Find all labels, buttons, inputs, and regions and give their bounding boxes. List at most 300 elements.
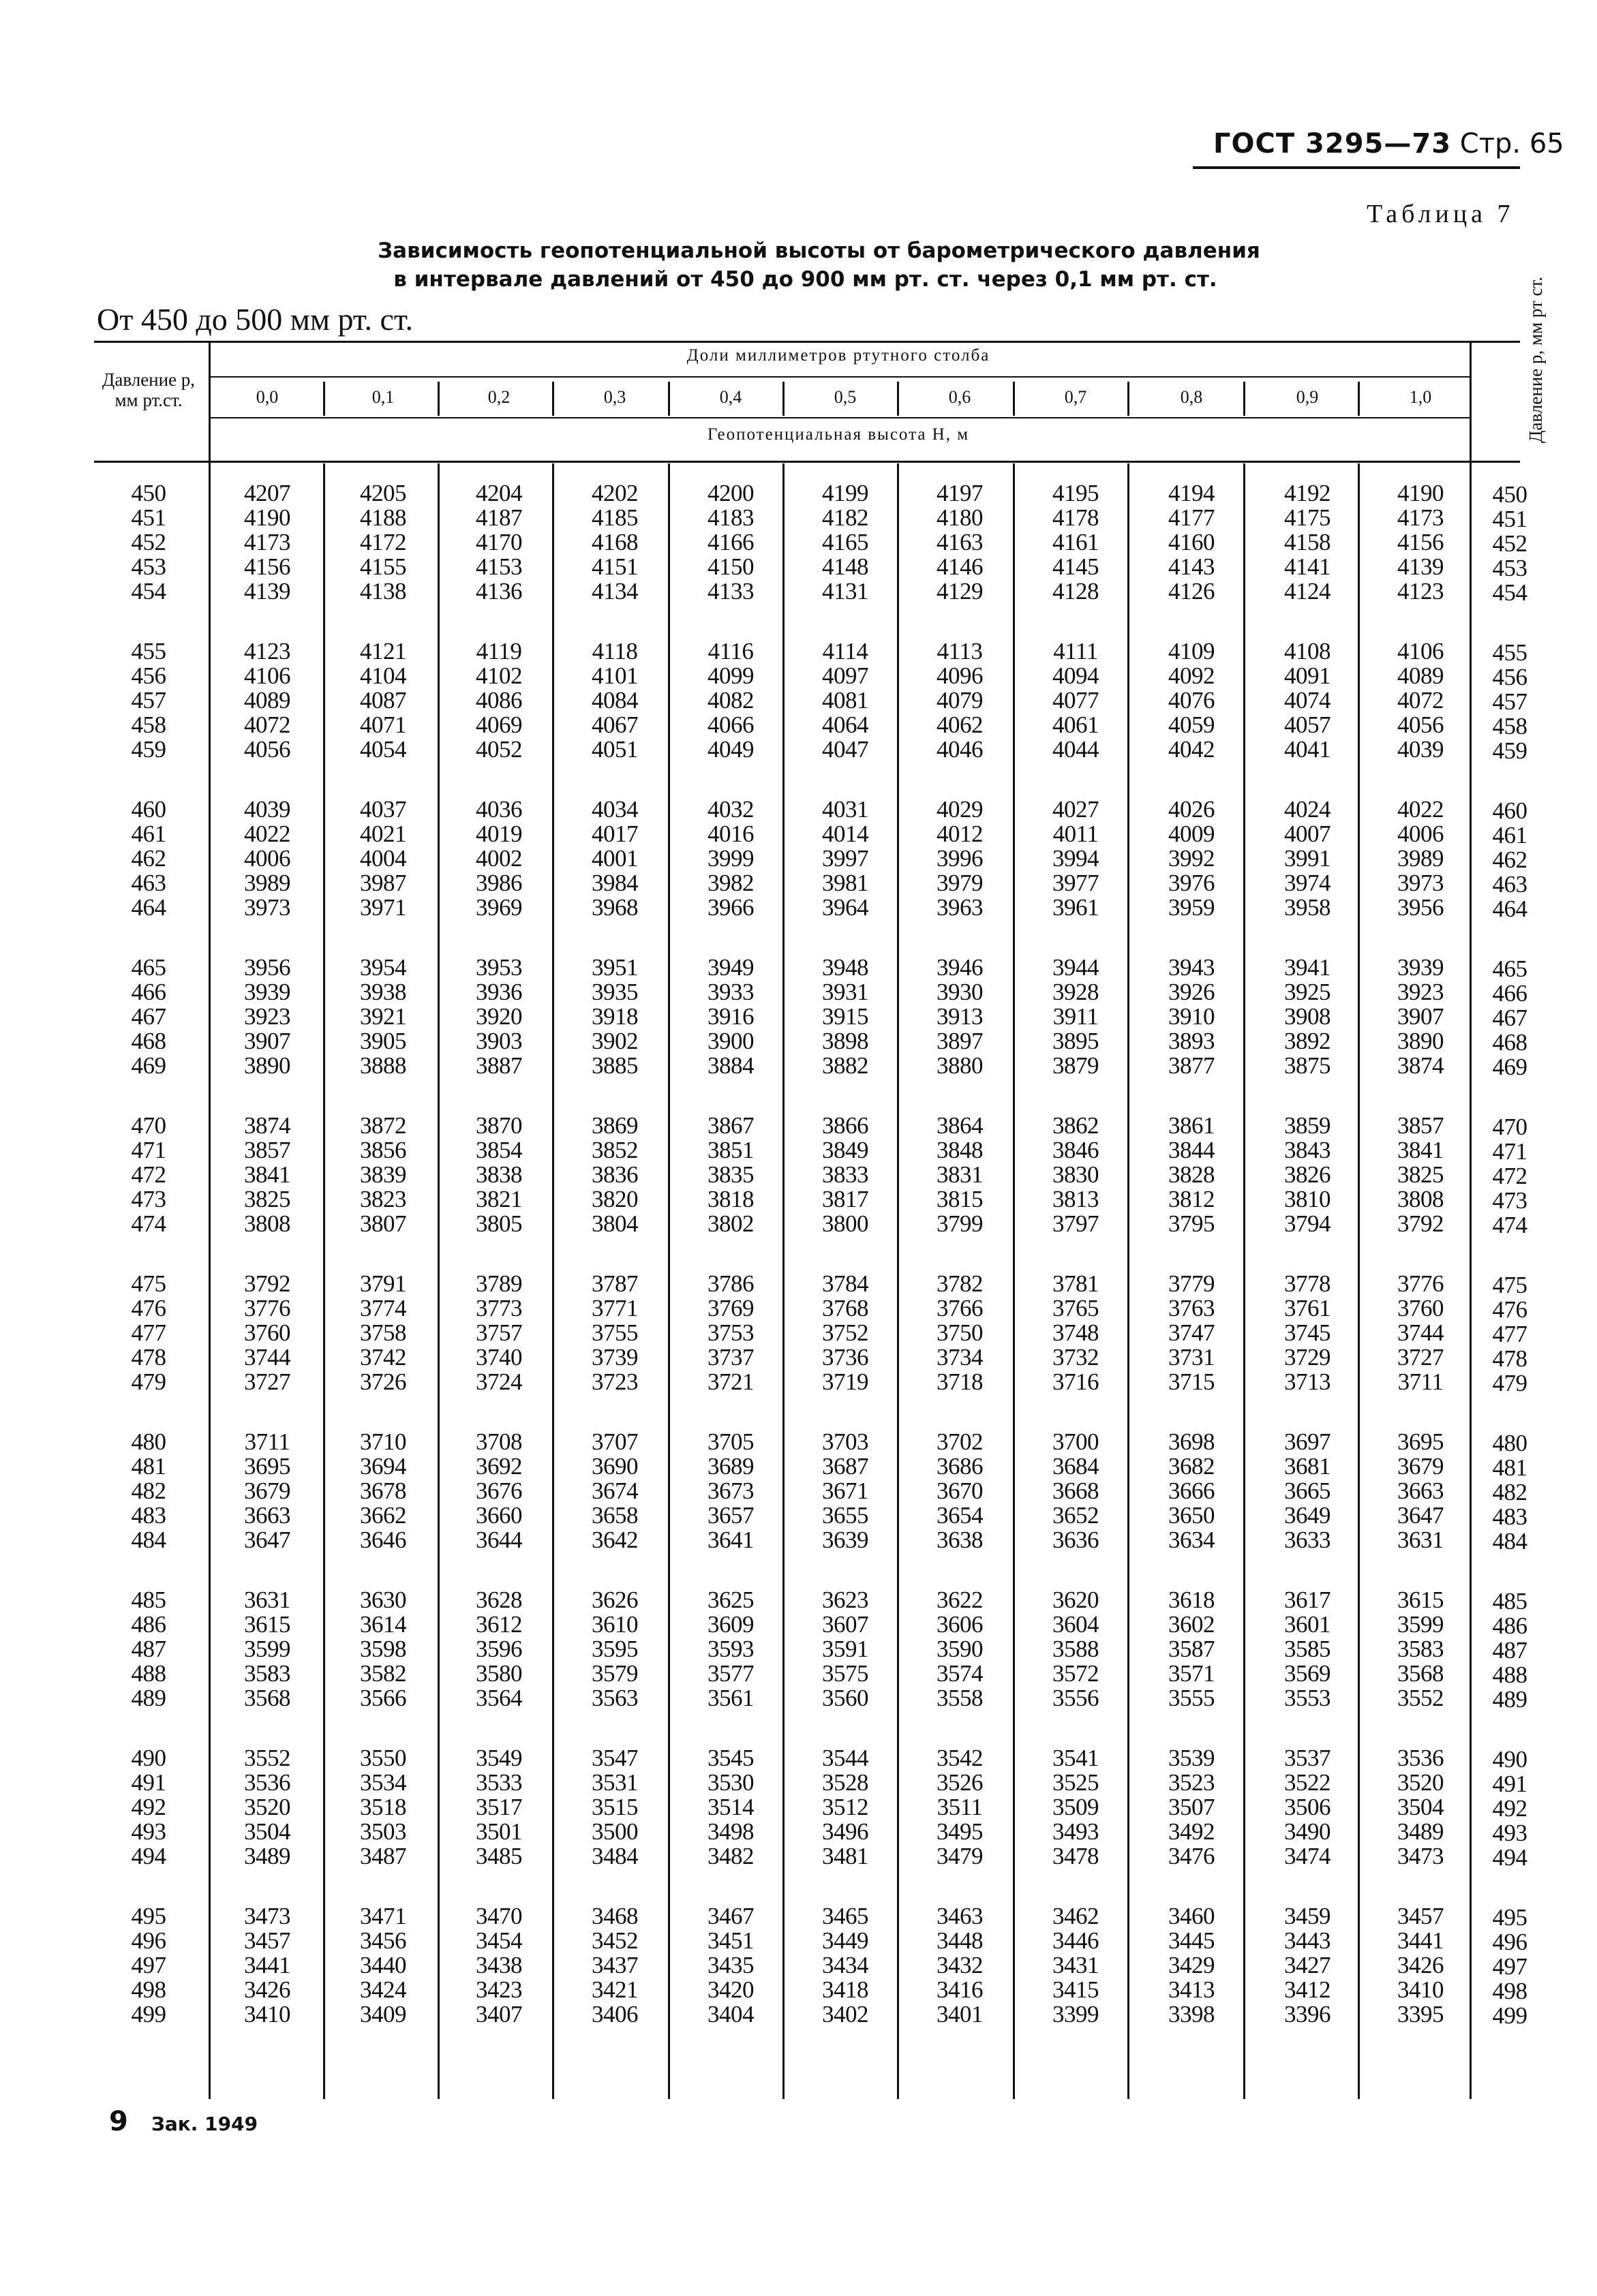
pressure-value-left: 490 xyxy=(131,1745,166,1771)
height-cell: 3449 xyxy=(822,1927,868,1954)
height-cell: 3954 xyxy=(360,954,406,981)
height-cell: 3895 xyxy=(1052,1028,1099,1054)
height-cell: 4207 xyxy=(244,480,290,506)
height-cell: 3509 xyxy=(1052,1794,1099,1820)
height-cell: 3779 xyxy=(1168,1270,1215,1297)
height-cell: 3642 xyxy=(592,1527,638,1553)
height-cell: 3429 xyxy=(1168,1952,1215,1978)
height-cell: 4109 xyxy=(1168,638,1215,664)
height-cell: 3973 xyxy=(244,894,290,921)
pressure-value-right: 494 xyxy=(1492,1844,1527,1871)
height-cell: 4123 xyxy=(244,638,290,664)
height-cell: 4173 xyxy=(244,529,290,555)
height-cell: 4175 xyxy=(1284,504,1330,531)
height-cell: 3805 xyxy=(476,1210,522,1237)
page-header xyxy=(1213,128,1564,159)
height-cell: 3563 xyxy=(592,1685,638,1711)
height-cell: 3981 xyxy=(822,870,868,896)
height-cell: 4148 xyxy=(822,553,868,580)
height-cell: 3964 xyxy=(822,894,868,921)
height-cell: 3849 xyxy=(822,1137,868,1163)
height-cell: 4086 xyxy=(476,687,522,714)
height-cell: 3913 xyxy=(937,1003,983,1030)
height-cell: 3705 xyxy=(708,1428,754,1455)
height-cell: 3918 xyxy=(592,1003,638,1030)
height-cell: 3689 xyxy=(708,1453,754,1480)
pressure-value-right: 487 xyxy=(1492,1637,1527,1664)
height-cell: 3566 xyxy=(360,1685,406,1711)
height-cell: 3504 xyxy=(244,1818,290,1845)
height-cell: 3866 xyxy=(822,1112,868,1139)
height-cell: 3679 xyxy=(1397,1453,1444,1480)
height-cell: 3711 xyxy=(244,1428,290,1455)
height-cell: 3531 xyxy=(592,1769,638,1796)
height-cell: 3614 xyxy=(360,1611,406,1638)
height-cell: 4004 xyxy=(360,845,406,872)
height-cell: 4031 xyxy=(822,796,868,823)
pressure-value-left: 485 xyxy=(131,1587,166,1613)
column-divider xyxy=(1127,463,1129,2099)
height-cell: 4194 xyxy=(1168,480,1215,506)
height-cell: 3933 xyxy=(708,979,754,1005)
height-cell: 4156 xyxy=(244,553,290,580)
height-cell: 3884 xyxy=(708,1052,754,1079)
height-cell: 3817 xyxy=(822,1186,868,1212)
height-cell: 3560 xyxy=(822,1685,868,1711)
height-cell: 4202 xyxy=(592,480,638,506)
height-cell: 3423 xyxy=(476,1976,522,2003)
pressure-range-label: От 450 до 500 мм рт. ст. xyxy=(97,302,414,337)
height-cell: 3555 xyxy=(1168,1685,1215,1711)
height-cell: 3795 xyxy=(1168,1210,1215,1237)
pressure-value-right: 460 xyxy=(1492,797,1527,824)
pressure-value-left: 457 xyxy=(131,687,166,714)
height-cell: 4054 xyxy=(360,736,406,763)
height-cell: 3910 xyxy=(1168,1003,1215,1030)
height-cell: 3623 xyxy=(822,1587,868,1613)
height-cell: 3440 xyxy=(360,1952,406,1978)
column-divider xyxy=(552,463,554,2099)
pressure-value-left: 487 xyxy=(131,1636,166,1662)
column-divider xyxy=(438,463,440,2099)
height-cell: 4199 xyxy=(822,480,868,506)
height-cell: 3711 xyxy=(1397,1368,1444,1395)
height-cell: 3495 xyxy=(937,1818,983,1845)
height-cell: 3437 xyxy=(592,1952,638,1978)
fractions-rule xyxy=(209,376,1470,378)
height-cell: 3631 xyxy=(1397,1527,1444,1553)
height-cell: 3961 xyxy=(1052,894,1099,921)
height-cell: 3476 xyxy=(1168,1843,1215,1869)
height-cell: 3890 xyxy=(244,1052,290,1079)
height-cell: 4092 xyxy=(1168,662,1215,689)
height-cell: 3732 xyxy=(1052,1344,1099,1371)
pressure-value-left: 486 xyxy=(131,1611,166,1638)
height-cell: 4151 xyxy=(592,553,638,580)
height-cell: 3893 xyxy=(1168,1028,1215,1054)
pressure-value-right: 473 xyxy=(1492,1187,1527,1214)
height-cell: 3973 xyxy=(1397,870,1444,896)
height-cell: 3665 xyxy=(1284,1478,1330,1504)
pressure-value-right: 489 xyxy=(1492,1686,1527,1713)
height-cell: 4032 xyxy=(708,796,754,823)
height-cell: 4079 xyxy=(937,687,983,714)
pressure-value-right: 490 xyxy=(1492,1746,1527,1773)
height-cell: 3561 xyxy=(708,1685,754,1711)
height-cell: 3921 xyxy=(360,1003,406,1030)
height-cell: 3802 xyxy=(708,1210,754,1237)
height-cell: 4067 xyxy=(592,711,638,738)
height-cell: 3859 xyxy=(1284,1112,1330,1139)
height-cell: 3474 xyxy=(1284,1843,1330,1869)
height-cell: 3966 xyxy=(708,894,754,921)
height-cell: 3427 xyxy=(1284,1952,1330,1978)
height-cell: 3568 xyxy=(244,1685,290,1711)
height-cell: 3649 xyxy=(1284,1502,1330,1529)
height-cell: 3482 xyxy=(708,1843,754,1869)
pressure-value-right: 454 xyxy=(1492,579,1527,606)
height-cell: 3968 xyxy=(592,894,638,921)
pressure-value-left: 498 xyxy=(131,1976,166,2003)
height-cell: 3870 xyxy=(476,1112,522,1139)
height-cell: 3734 xyxy=(937,1344,983,1371)
height-cell: 3694 xyxy=(360,1453,406,1480)
height-cell: 3848 xyxy=(937,1137,983,1163)
height-cell: 4099 xyxy=(708,662,754,689)
height-cell: 4097 xyxy=(822,662,868,689)
height-cell: 3484 xyxy=(592,1843,638,1869)
height-cell: 3556 xyxy=(1052,1685,1099,1711)
height-cell: 4183 xyxy=(708,504,754,531)
height-cell: 4026 xyxy=(1168,796,1215,823)
height-cell: 3456 xyxy=(360,1927,406,1954)
height-cell: 4170 xyxy=(476,529,522,555)
column-label: 0,9 xyxy=(1296,387,1319,407)
height-cell: 3515 xyxy=(592,1794,638,1820)
pressure-value-left: 468 xyxy=(131,1028,166,1054)
height-cell: 3736 xyxy=(822,1344,868,1371)
pressure-value-left: 482 xyxy=(131,1478,166,1504)
column-label: 0,1 xyxy=(371,387,395,407)
height-cell: 3745 xyxy=(1284,1319,1330,1346)
height-cell: 4016 xyxy=(708,821,754,847)
height-cell: 3800 xyxy=(822,1210,868,1237)
height-cell: 4102 xyxy=(476,662,522,689)
height-cell: 3517 xyxy=(476,1794,522,1820)
height-cell: 3547 xyxy=(592,1745,638,1771)
height-cell: 4141 xyxy=(1284,553,1330,580)
height-cell: 3673 xyxy=(708,1478,754,1504)
height-cell: 4012 xyxy=(937,821,983,847)
height-cell: 3679 xyxy=(244,1478,290,1504)
height-cell: 4158 xyxy=(1284,529,1330,555)
height-cell: 4187 xyxy=(476,504,522,531)
pressure-value-right: 453 xyxy=(1492,555,1527,581)
height-cell: 3885 xyxy=(592,1052,638,1079)
height-cell: 3944 xyxy=(1052,954,1099,981)
height-cell: 3684 xyxy=(1052,1453,1099,1480)
height-cell: 3737 xyxy=(708,1344,754,1371)
table-title-line-1: Зависимость геопотенциальной высоты от барометрического давления xyxy=(378,239,1260,263)
height-cell: 3710 xyxy=(360,1428,406,1455)
height-cell: 3923 xyxy=(1397,979,1444,1005)
height-cell: 3776 xyxy=(1397,1270,1444,1297)
height-cell: 3571 xyxy=(1168,1660,1215,1687)
pressure-value-left: 497 xyxy=(131,1952,166,1978)
height-cell: 3620 xyxy=(1052,1587,1099,1613)
height-cell: 3877 xyxy=(1168,1052,1215,1079)
height-cell: 3982 xyxy=(708,870,754,896)
height-cell: 3676 xyxy=(476,1478,522,1504)
column-label: 0,8 xyxy=(1180,387,1203,407)
height-cell: 3774 xyxy=(360,1295,406,1321)
height-cell: 3595 xyxy=(592,1636,638,1662)
height-cell: 3969 xyxy=(476,894,522,921)
height-cell: 3996 xyxy=(937,845,983,872)
column-divider xyxy=(209,341,211,2099)
pressure-value-left: 467 xyxy=(131,1003,166,1030)
height-cell: 4006 xyxy=(244,845,290,872)
height-cell: 4061 xyxy=(1052,711,1099,738)
column-label: 0,7 xyxy=(1064,387,1087,407)
height-cell: 4139 xyxy=(1397,553,1444,580)
height-cell: 3410 xyxy=(244,2001,290,2027)
height-cell: 3404 xyxy=(708,2001,754,2027)
height-cell: 3794 xyxy=(1284,1210,1330,1237)
height-cell: 3852 xyxy=(592,1137,638,1163)
height-cell: 3682 xyxy=(1168,1453,1215,1480)
height-cell: 3542 xyxy=(937,1745,983,1771)
height-cell: 3750 xyxy=(937,1319,983,1346)
height-cell: 3739 xyxy=(592,1344,638,1371)
height-cell: 3778 xyxy=(1284,1270,1330,1297)
pressure-value-left: 496 xyxy=(131,1927,166,1954)
height-cell: 3841 xyxy=(1397,1137,1444,1163)
height-cell: 3727 xyxy=(1397,1344,1444,1371)
column-divider xyxy=(782,463,785,2099)
height-cell: 4104 xyxy=(360,662,406,689)
height-cell: 3708 xyxy=(476,1428,522,1455)
height-cell: 4042 xyxy=(1168,736,1215,763)
pressure-value-right: 488 xyxy=(1492,1662,1527,1688)
pressure-value-right: 472 xyxy=(1492,1163,1527,1189)
height-cell: 3452 xyxy=(592,1927,638,1954)
height-cell: 4190 xyxy=(1397,480,1444,506)
pressure-value-left: 489 xyxy=(131,1685,166,1711)
column-divider xyxy=(668,382,670,416)
height-cell: 3652 xyxy=(1052,1502,1099,1529)
height-cell: 3421 xyxy=(592,1976,638,2003)
height-cell: 4119 xyxy=(476,638,522,664)
pressure-value-left: 465 xyxy=(131,954,166,981)
height-cell: 3872 xyxy=(360,1112,406,1139)
height-cell: 3925 xyxy=(1284,979,1330,1005)
height-cell: 3697 xyxy=(1284,1428,1330,1455)
height-cell: 3518 xyxy=(360,1794,406,1820)
height-cell: 3994 xyxy=(1052,845,1099,872)
height-cell: 3716 xyxy=(1052,1368,1099,1395)
height-cell: 3533 xyxy=(476,1769,522,1796)
height-cell: 4165 xyxy=(822,529,868,555)
height-cell: 3470 xyxy=(476,1903,522,1929)
pressure-value-left: 464 xyxy=(131,894,166,921)
height-cell: 4021 xyxy=(360,821,406,847)
height-cell: 3731 xyxy=(1168,1344,1215,1371)
height-cell: 3702 xyxy=(937,1428,983,1455)
height-cell: 3907 xyxy=(244,1028,290,1054)
height-cell: 3959 xyxy=(1168,894,1215,921)
height-cell: 4101 xyxy=(592,662,638,689)
height-cell: 4182 xyxy=(822,504,868,531)
height-cell: 3862 xyxy=(1052,1112,1099,1139)
height-cell: 3528 xyxy=(822,1769,868,1796)
height-cell: 3926 xyxy=(1168,979,1215,1005)
height-cell: 3541 xyxy=(1052,1745,1099,1771)
height-cell: 3617 xyxy=(1284,1587,1330,1613)
height-cell: 3997 xyxy=(822,845,868,872)
height-cell: 3898 xyxy=(822,1028,868,1054)
height-cell: 3744 xyxy=(244,1344,290,1371)
height-cell: 3987 xyxy=(360,870,406,896)
height-cell: 3618 xyxy=(1168,1587,1215,1613)
height-cell: 3432 xyxy=(937,1952,983,1978)
height-cell: 3826 xyxy=(1284,1161,1330,1188)
height-cell: 4139 xyxy=(244,578,290,604)
height-cell: 3727 xyxy=(244,1368,290,1395)
height-cell: 3615 xyxy=(1397,1587,1444,1613)
height-cell: 4017 xyxy=(592,821,638,847)
height-cell: 3606 xyxy=(937,1611,983,1638)
height-cell: 3989 xyxy=(244,870,290,896)
pressure-value-left: 494 xyxy=(131,1843,166,1869)
height-cell: 4006 xyxy=(1397,821,1444,847)
height-cell: 4129 xyxy=(937,578,983,604)
height-cell: 3537 xyxy=(1284,1745,1330,1771)
height-cell: 4036 xyxy=(476,796,522,823)
height-cell: 3544 xyxy=(822,1745,868,1771)
height-cell: 3703 xyxy=(822,1428,868,1455)
height-cell: 3861 xyxy=(1168,1112,1215,1139)
height-cell: 3574 xyxy=(937,1660,983,1687)
height-cell: 3984 xyxy=(592,870,638,896)
height-cell: 3916 xyxy=(708,1003,754,1030)
height-cell: 3500 xyxy=(592,1818,638,1845)
pressure-value-right: 497 xyxy=(1492,1953,1527,1980)
height-cell: 3887 xyxy=(476,1052,522,1079)
right-pressure-header: Давление p, мм рт ст. xyxy=(1525,276,1546,443)
height-cell: 3948 xyxy=(822,954,868,981)
height-cell: 3463 xyxy=(937,1903,983,1929)
height-cell: 3810 xyxy=(1284,1186,1330,1212)
height-cell: 3782 xyxy=(937,1270,983,1297)
pressure-value-right: 465 xyxy=(1492,955,1527,982)
height-cell: 3854 xyxy=(476,1137,522,1163)
height-cell: 3695 xyxy=(244,1453,290,1480)
height-cell: 3467 xyxy=(708,1903,754,1929)
pressure-value-left: 478 xyxy=(131,1344,166,1371)
height-cell: 3695 xyxy=(1397,1428,1444,1455)
height-cell: 4081 xyxy=(822,687,868,714)
height-cell: 4037 xyxy=(360,796,406,823)
pressure-value-left: 451 xyxy=(131,504,166,531)
height-cell: 4150 xyxy=(708,553,754,580)
height-cell: 4197 xyxy=(937,480,983,506)
pressure-value-right: 457 xyxy=(1492,688,1527,715)
height-cell: 3636 xyxy=(1052,1527,1099,1553)
height-cell: 3752 xyxy=(822,1319,868,1346)
height-cell: 3670 xyxy=(937,1478,983,1504)
height-cell: 3692 xyxy=(476,1453,522,1480)
pressure-value-left: 476 xyxy=(131,1295,166,1321)
pressure-value-right: 483 xyxy=(1492,1503,1527,1530)
standard-number: ГОСТ 3295—73 xyxy=(1213,128,1452,159)
pressure-value-right: 479 xyxy=(1492,1370,1527,1396)
pressure-value-left: 453 xyxy=(131,553,166,580)
height-cell: 3928 xyxy=(1052,979,1099,1005)
column-divider xyxy=(1243,382,1245,416)
height-cell: 4069 xyxy=(476,711,522,738)
column-label: 1,0 xyxy=(1409,387,1432,407)
height-cell: 4156 xyxy=(1397,529,1444,555)
height-cell: 3416 xyxy=(937,1976,983,2003)
height-cell: 3907 xyxy=(1397,1003,1444,1030)
height-cell: 4106 xyxy=(244,662,290,689)
height-cell: 3395 xyxy=(1397,2001,1444,2027)
height-cell: 3836 xyxy=(592,1161,638,1188)
pressure-value-left: 454 xyxy=(131,578,166,604)
height-cell: 4041 xyxy=(1284,736,1330,763)
fractions-header: Доли миллиметров ртутного столба xyxy=(686,346,990,365)
height-cell: 3568 xyxy=(1397,1660,1444,1687)
page-number-label: Стр. 65 xyxy=(1459,128,1564,159)
height-cell: 3938 xyxy=(360,979,406,1005)
pressure-value-right: 459 xyxy=(1492,737,1527,764)
height-cell: 3401 xyxy=(937,2001,983,2027)
height-cell: 3579 xyxy=(592,1660,638,1687)
height-cell: 3660 xyxy=(476,1502,522,1529)
height-cell: 3626 xyxy=(592,1587,638,1613)
pressure-value-left: 491 xyxy=(131,1769,166,1796)
height-cell: 3740 xyxy=(476,1344,522,1371)
pressure-value-left: 460 xyxy=(131,796,166,823)
height-cell: 3791 xyxy=(360,1270,406,1297)
column-label: 0,4 xyxy=(719,387,742,407)
height-cell: 4002 xyxy=(476,845,522,872)
height-cell: 4111 xyxy=(1053,638,1098,664)
height-cell: 3939 xyxy=(1397,954,1444,981)
height-cell: 4116 xyxy=(708,638,754,664)
height-cell: 3490 xyxy=(1284,1818,1330,1845)
height-cell: 3808 xyxy=(244,1210,290,1237)
pressure-value-right: 462 xyxy=(1492,846,1527,873)
height-cell: 3641 xyxy=(708,1527,754,1553)
header-bottom-rule xyxy=(94,461,1520,463)
height-cell: 3503 xyxy=(360,1818,406,1845)
height-cell: 3473 xyxy=(244,1903,290,1929)
height-cell: 3511 xyxy=(937,1794,983,1820)
column-divider xyxy=(668,463,670,2099)
height-cell: 3831 xyxy=(937,1161,983,1188)
column-divider xyxy=(323,463,325,2099)
header-rule xyxy=(1193,166,1520,169)
height-cell: 3498 xyxy=(708,1818,754,1845)
height-cell: 3599 xyxy=(1397,1611,1444,1638)
height-cell: 3426 xyxy=(244,1976,290,2003)
height-cell: 3583 xyxy=(244,1660,290,1687)
height-cell: 3612 xyxy=(476,1611,522,1638)
height-cell: 3892 xyxy=(1284,1028,1330,1054)
pressure-value-right: 492 xyxy=(1492,1795,1527,1822)
